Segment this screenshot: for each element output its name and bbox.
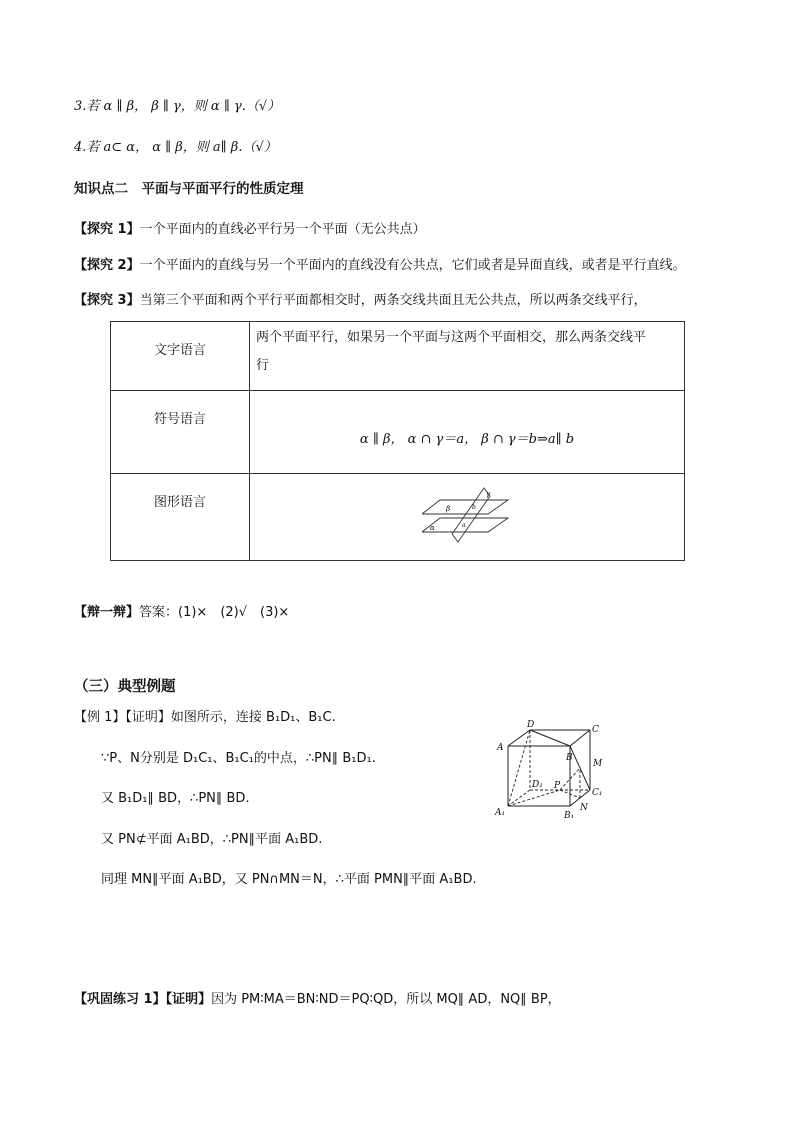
theorem-table <box>110 321 685 561</box>
practice-1 <box>74 988 561 1007</box>
explore-1-tag: 【探究 1】 <box>74 222 140 237</box>
table-label-graphic-language: 图形语言 <box>111 474 250 561</box>
table-cell-graphic-language <box>250 474 685 561</box>
plane-beta <box>422 500 508 514</box>
explore-2-text: 一个平面内的直线与另一个平面内的直线没有公共点，它们或者是异面直线，或者是平行直线。 <box>139 258 686 273</box>
label-beta: β <box>446 505 451 513</box>
table-cell-symbol-language <box>250 391 685 474</box>
label-a: a <box>462 522 466 529</box>
label-C: C <box>592 725 599 735</box>
debate-answer <box>74 601 289 620</box>
label-A1: A₁ <box>495 808 506 818</box>
label-D: D <box>527 720 535 730</box>
section-title-typical-examples: （三）典型例题 <box>74 679 176 695</box>
label-A: A <box>497 743 504 753</box>
label-P: P <box>554 781 561 791</box>
label-B1: B₁ <box>564 811 575 821</box>
symbol-language-formula: α ∥ β， α ∩ γ＝a， β ∩ γ＝b⇒a∥ b <box>359 432 575 447</box>
example-1-line1 <box>74 706 336 725</box>
table-cell-text-language <box>250 322 685 391</box>
label-gamma: γ <box>486 490 491 498</box>
example-1-line2: ∵P、N分别是 D₁C₁、B₁C₁的中点，∴PN∥ B₁D₁. <box>101 751 376 766</box>
table-label-text-language: 文字语言 <box>111 322 250 391</box>
example-1-line3: 又 B₁D₁∥ BD，∴PN∥ BD. <box>101 791 250 806</box>
label-N: N <box>580 803 588 813</box>
text-language-line2: 行 <box>256 358 270 373</box>
explore-1 <box>74 218 426 237</box>
practice-1-tag: 【巩固练习 1】【证明】 <box>74 992 212 1007</box>
label-C1: C₁ <box>592 788 603 798</box>
parallel-planes-figure <box>422 484 522 544</box>
example-1-line4: 又 PN⊄平面 A₁BD，∴PN∥平面 A₁BD. <box>101 832 323 847</box>
explore-3-tag: 【探究 3】 <box>74 293 140 308</box>
section-title-knowledge-point-2: 知识点二 平面与平面平行的性质定理 <box>74 181 304 197</box>
text-language-line1: 两个平面平行，如果另一个平面与这两个平面相交，那么两条交线平 <box>256 330 647 345</box>
example-1-tag: 【例 1】【证明】 <box>74 710 171 725</box>
label-M: M <box>593 759 603 769</box>
table-label-symbol-language: 符号语言 <box>111 391 250 474</box>
plane-gamma <box>452 488 490 542</box>
example-1-text: 如图所示，连接 B₁D₁、B₁C. <box>170 710 336 725</box>
explore-1-text: 一个平面内的直线必平行另一个平面（无公共点） <box>139 222 426 237</box>
item-3: 3.若 α ∥ β， β ∥ γ，则 α ∥ γ.（√） <box>74 99 281 114</box>
explore-2 <box>74 254 686 273</box>
label-D1: D₁ <box>532 780 543 790</box>
label-alpha: α <box>430 524 435 532</box>
explore-3-text: 当第三个平面和两个平行平面都相交时，两条交线共面且无公共点，所以两条交线平行， <box>139 293 647 308</box>
cube-figure <box>494 720 606 822</box>
item-4: 4.若 a⊂ α， α ∥ β，则 a∥ β.（√） <box>74 140 277 155</box>
explore-3 <box>74 289 647 308</box>
example-1-line5: 同理 MN∥平面 A₁BD，又 PN∩MN＝N，∴平面 PMN∥平面 A₁BD. <box>101 872 477 887</box>
practice-1-text: 因为 PM∶MA＝BN∶ND＝PQ∶QD，所以 MQ∥ AD，NQ∥ BP， <box>211 992 561 1007</box>
label-B: B <box>566 753 573 763</box>
label-b: b <box>472 504 476 511</box>
debate-text: 答案：(1)× (2)√ (3)× <box>139 605 290 620</box>
debate-tag: 【辩一辩】 <box>74 605 140 620</box>
explore-2-tag: 【探究 2】 <box>74 258 140 273</box>
